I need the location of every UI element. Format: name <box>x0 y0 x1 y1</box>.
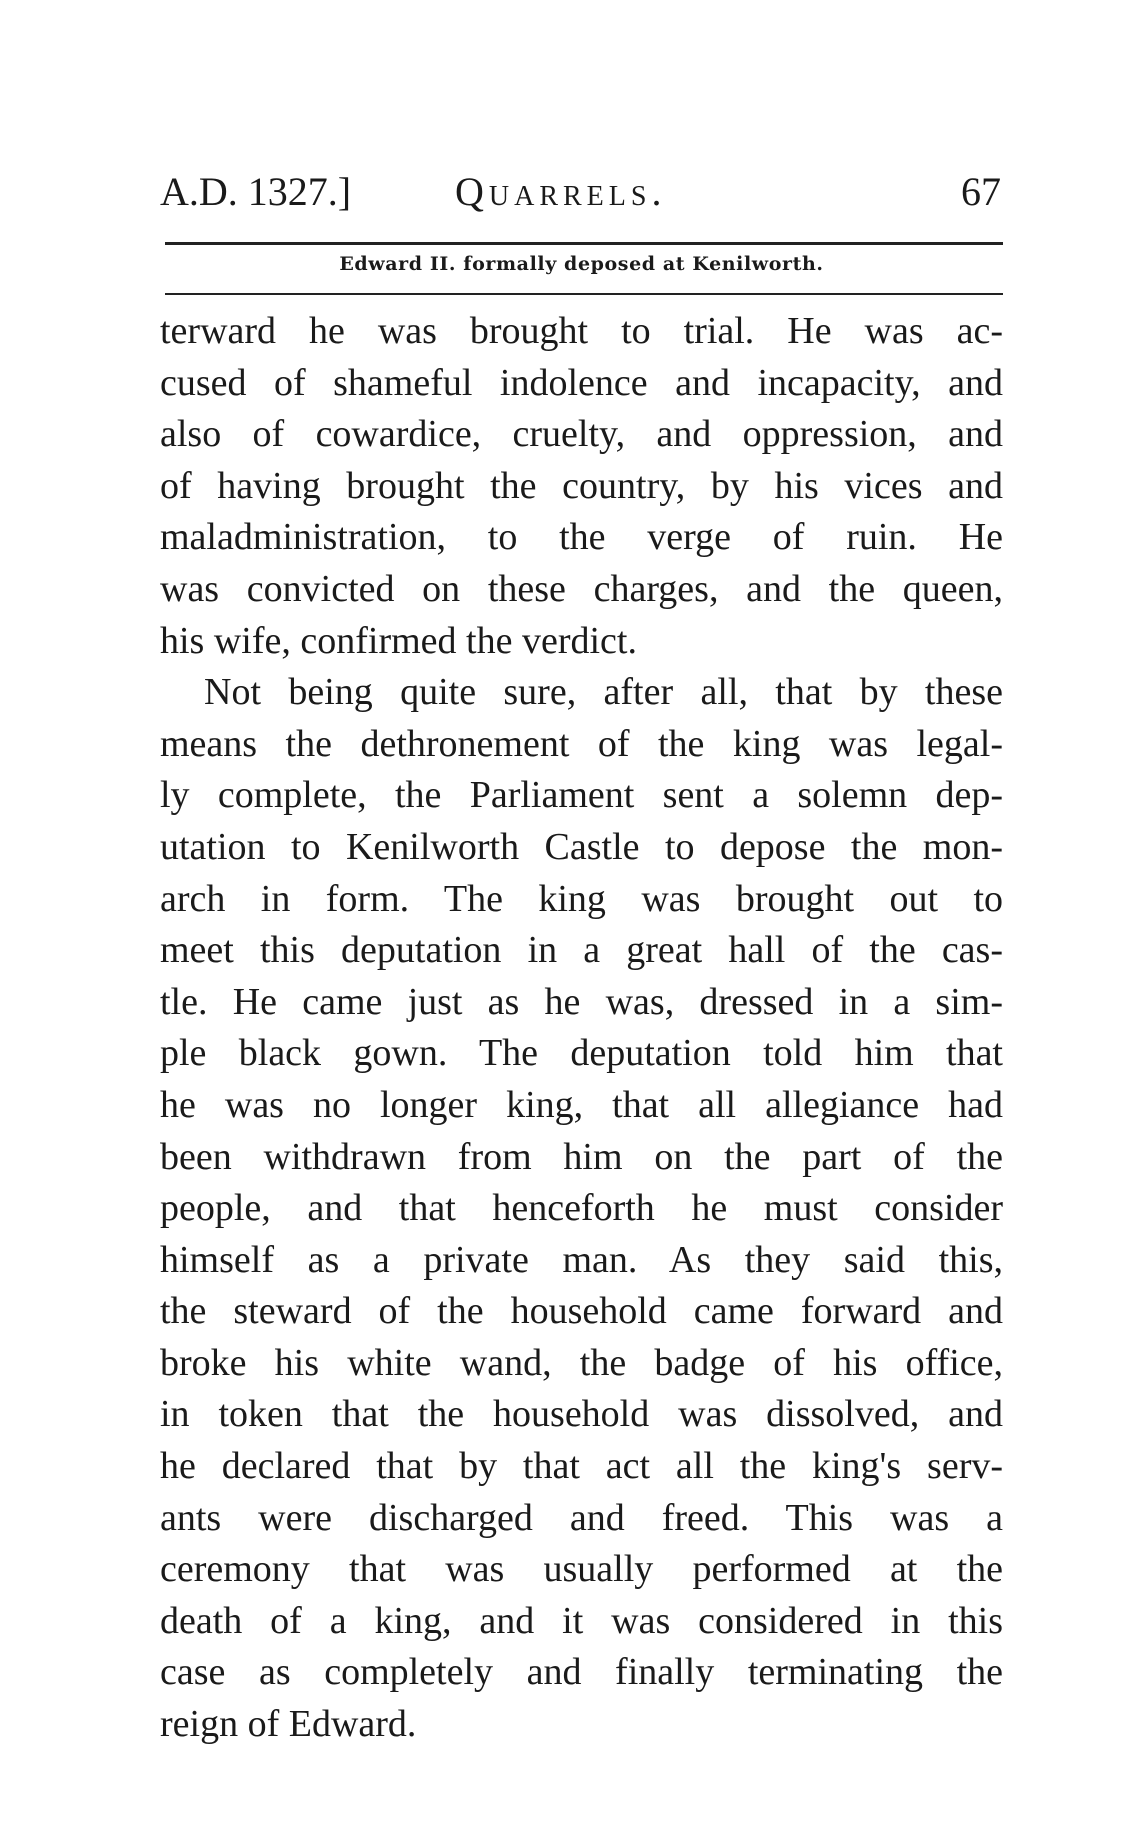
text-line: been withdrawn from him on the part of the <box>160 1135 1003 1178</box>
running-head <box>160 168 1003 220</box>
text-line: was convicted on these charges, and the queen, <box>160 567 1003 610</box>
text-line: also of cowardice, cruelty, and oppression, and <box>160 413 1003 456</box>
header-rule-bottom <box>165 293 1003 295</box>
text-line: ceremony that was usually performed at the <box>160 1548 1003 1591</box>
body-text <box>160 306 1003 1751</box>
text-line: maladministration, to the verge of ruin. He <box>160 516 1003 559</box>
text-line: broke his white wand, the badge of his office, <box>160 1341 1003 1384</box>
text-line: he was no longer king, that all allegiance had <box>160 1083 1003 1126</box>
text-line: death of a king, and it was considered in this <box>160 1599 1003 1642</box>
header-rule-top <box>165 242 1003 245</box>
paragraph-1 <box>160 306 1003 667</box>
text-line: his wife, confirmed the verdict. <box>160 619 637 662</box>
text-line: ants were discharged and freed. This was a <box>160 1496 1003 1539</box>
text-line: case as completely and finally terminating the <box>160 1651 1003 1694</box>
header-date: A.D. 1327.] <box>160 169 352 214</box>
text-line: of having brought the country, by his vices and <box>160 464 1003 507</box>
text-line: terward he was brought to trial. He was ac- <box>160 310 1003 352</box>
text-line: in token that the household was dissolved, and <box>160 1393 1003 1436</box>
text-line: Not being quite sure, after all, that by these <box>204 671 1003 714</box>
text-line: the steward of the household came forward and <box>160 1290 1003 1333</box>
text-line: himself as a private man. As they said this, <box>160 1238 1003 1281</box>
text-line: meet this deputation in a great hall of the cas- <box>160 929 1003 972</box>
text-line: ple black gown. The deputation told him that <box>160 1032 1003 1075</box>
page-number: 67 <box>961 169 1001 214</box>
text-line: people, and that henceforth he must consider <box>160 1187 1003 1230</box>
section-subheading: Edward II. formally deposed at Kenilworth. <box>339 253 824 275</box>
text-line: arch in form. The king was brought out to <box>160 877 1003 920</box>
header-title: Quarrels. <box>455 169 667 214</box>
text-line: he declared that by that act all the king's serv- <box>160 1445 1003 1488</box>
paragraph-2 <box>160 667 1003 1750</box>
text-line: cused of shameful indolence and incapacity, and <box>160 361 1003 404</box>
text-line: reign of Edward. <box>160 1703 417 1746</box>
text-line: ly complete, the Parliament sent a solemn dep- <box>160 774 1003 817</box>
text-line: utation to Kenilworth Castle to depose the mon- <box>160 825 1003 868</box>
text-line: means the dethronement of the king was legal- <box>160 722 1003 765</box>
text-line: tle. He came just as he was, dressed in a sim- <box>160 980 1003 1023</box>
